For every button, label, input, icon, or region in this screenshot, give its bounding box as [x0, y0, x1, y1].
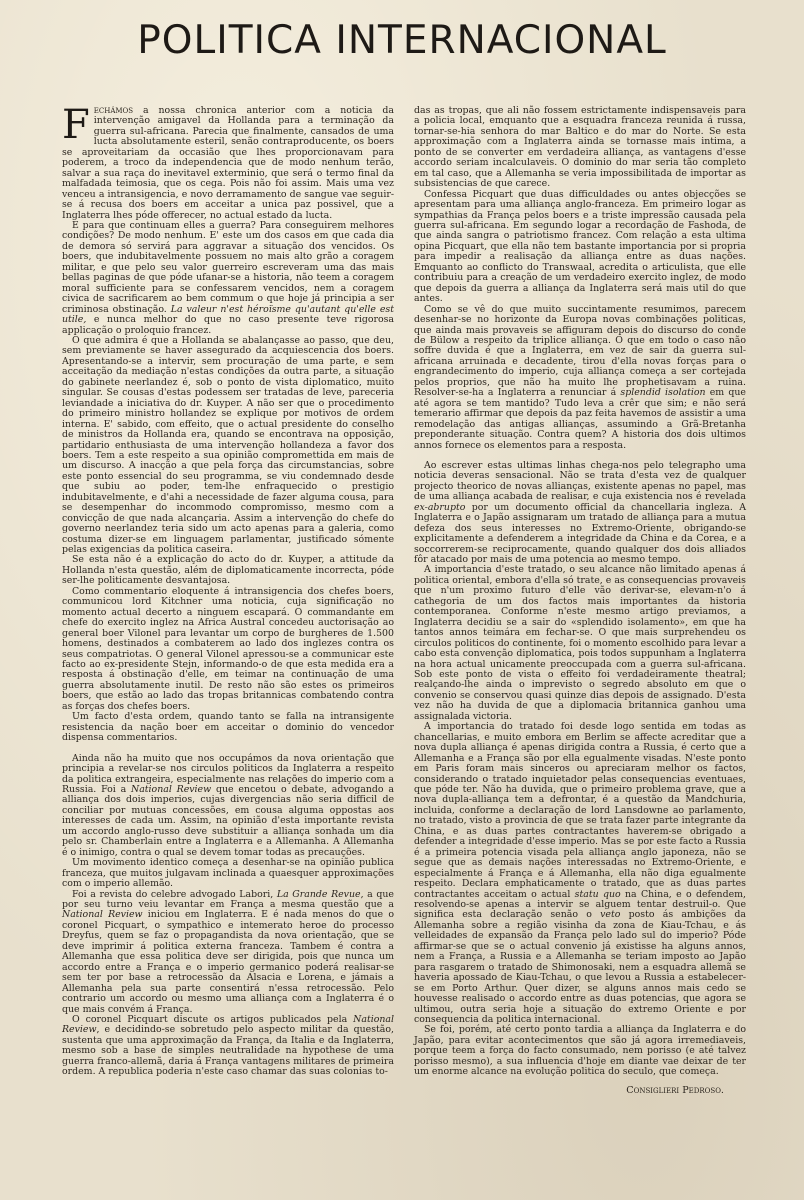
page-title: POLITICA INTERNACIONAL: [137, 18, 667, 63]
paragraph: Fechámos a nossa chronica anterior com a noticia da intervenção amigavel da Hollanda para a terminação da guerra sul-africana. Parecia que finalmente, cansados de uma lucta absolutamente esteril, senão contraproducente, os boers se aproveitariam da occasião que lhes proporcionavam para poderem, a troco da independencia que de modo nenhum terão, salvar a sua raça do inevitavel exterminio, que será o termo final da malfadada teimosia, que os cega. Pois não foi assim. Mais uma vez venceu a intransigencia, e novo derramamento de sangue vae seguir-se á recusa dos boers em acceitar a unica paz possivel, que a Inglaterra lhes póde offerecer, no actual estado da lucta.: [62, 102, 394, 221]
paragraph: O que admira é que a Hollanda se abalançasse ao passo, que deu, sem previamente se haver assegurado da acquiescencia dos boers. Apresentando-se a intervir, sem procuração de uma parte, e sem acceitação da mediação n'estas condições da outra parte, a situação do gabinete neerlandez é, sob o ponto de vista diplomatico, muito singular. Se cousas d'estas podessem ser tratadas de leve, pareceria leviandade a iniciativa do dr. Kuyper. A não ser que o procedimento do primeiro ministro hollandez se explique por motivos de ordem interna. E' sabido, com effeito, que o actual presidente do conselho de ministros da Hollanda era, quando se encontrava na opposição, partidario enthusiasta de uma intervenção hollandeza a favor dos boers. Tem a este respeito a sua opinião compromettida em mais de um discurso. A inacção a que pela força das circumstancias, sobre este ponto essencial do seu programma, se viu condemnado desde que subiu ao poder, tem-lhe enfraquecido o prestigio indubitavelmente, e d'ahi a necessidade de fazer alguma cousa, para se desempenhar do incommodo compromisso, mesmo com a convicção de que nada alcançaria. Assim a intervenção do chefe do governo neerlandez teria sido um acto apenas para a galeria, como costuma dizer-se em linguagem parlamentar, justificado sómente pelas exigencias da politica caseira.: [62, 334, 394, 556]
right-column: [414, 106, 746, 1096]
paragraph: Um facto d'esta ordem, quando tanto se falla na intransigente resistencia da nação boer em acceitar o dominio do vencedor dispensa commentarios.: [62, 711, 394, 744]
paragraph: Como commentario eloquente á intransigencia dos chefes boers, communicou lord Kitchner uma noticia, cuja significação no momento actual decerto a ninguem escapará. O commandante em chefe do exercito inglez na Africa Austral concedeu auctorisação ao general boer Vilonel para levantar um corpo de burgheres de 1.500 homens, destinados a combaterem ao lado dos inglezes contra os seus compatriotas. O general Vilonel apressou-se a communicar este facto ao ex-presidente Stejn, informando-o de que esta medida era a resposta á obstinação d'elle, em teimar na continuação de uma guerra absolutamente inutil. De resto não são estes os primeiros boers, que estão ao lado das tropas britannicas combatendo contra as forças dos chefes boers.: [62, 585, 394, 712]
author-signature: Consiglieri Pedroso.: [626, 1084, 724, 1096]
drop-cap: F: [62, 102, 90, 148]
left-column: [62, 102, 395, 1078]
paragraph: Um movimento identico começa a desenhar-se na opinião publica franceza, que muitos julgavam inclinada a quaesquer approximações com o imperio allemão.: [62, 857, 394, 890]
paragraph: Ainda não ha muito que nos occupámos da nova orientação que principia a revelar-se nos circulos politicos da Inglaterra a respeito da politica extrangeira, especialmente nas relações do imperio com a Russia. Foi a National Review que encetou o debate, advogando a alliança dos dois imperios, cujas divergencias não seria difficil de conciliar por mutuas concessões, em cousa alguma oppostas aos interesses de cada um. Assim, na opinião d'esta importante revista um accordo anglo-russo deve substituir a alliança sonhada um dia pelo sr. Chamberlain entre a Inglaterra e a Allemanha. A Allemanha é o inimigo, contra o qual se devem tomar todas as precauções.: [62, 752, 394, 858]
paragraph: Confessa Picquart que duas difficuldades ou antes objecções se apresentam para uma alliança anglo-franceza. Em primeiro logar as sympathias da França pelos boers e a triste impressão causada pela guerra sul-africana. Em segundo logar a recordação de Fashoda, de que ainda sangra o patriotismo francez. Com relação a esta ultima opina Picquart, que ella não tem bastante importancia por si propria para impedir a realisação da alliança entre as duas nações. Emquanto ao conflicto do Transwaal, acredita o articulista, que elle contribuiu para a creação de um verdadeiro exercito inglez, de modo que depois da guerra a alliança da Inglaterra será mais util do que antes.: [414, 188, 746, 305]
paragraph: E para que continuam elles a guerra? Para conseguirem melhores condições? De modo nenhum. E' este um dos casos em que cada dia de demora só servirá para aggravar a situação dos vencidos. Os boers, que indubitavelmente possuem no mais alto grão a coragem militar, e que pelo seu valor guerreiro escreveram uma das mais bellas paginas de que póde ufanar-se a historia, não teem a coragem moral sufficiente para se confessarem vencidos, nem a coragem civica de sacrificarem ao bem commum o que hoje já principia a ser criminosa obstinação. La valeur n'est héroïsme qu'autant qu'elle est utile, e nunca melhor do que no caso presente teve rigorosa applicação o proloquio francez.: [62, 219, 395, 336]
paragraph: Se esta não é a explicação do acto do dr. Kuyper, a attitude da Hollanda n'esta questão, além de diplomaticamente incorrecta, póde ser-lhe politicamente desvantajosa.: [62, 554, 394, 587]
paragraph: A importancia d'este tratado, o seu alcance não limitado apenas á politica oriental, embora d'ella só trate, e as consequencias provaveis que n'um proximo futuro d'elle vão derivar-se, elevam-n'o á cathegoria de um dos factos mais importantes da historia contemporanea. Conforme n'este mesmo artigo previamos, a Inglaterra decidiu se a sair do «splendido isolamento», em que ha tantos annos teimára em fechar-se. O que mais surprehendeu os circulos politicos do continente, foi o momento escolhido para levar a cabo esta convenção diplomatica, pois todos suppunham a Inglaterra na hora actual unicamente preoccupada com a guerra sul-africana. Sob este ponto de vista o effeito foi verdadeiramente theatral; realçando-lhe ainda o imprevisto o segredo absoluto em que o convenio se conservou quasi quinze dias depois de assignado. D'esta vez não ha duvida de que a diplomacia britannica ganhou uma assignalada victoria.: [414, 564, 746, 722]
paragraph: A importancia do tratado foi desde logo sentida em todas as chancellarias, e muito embora em Berlim se affecte acreditar que a nova dupla alliança é apenas dirigida contra a Russia, é certo que a Allemanha e a França são por ella egualmente visadas. N'este ponto em Paris foram mais sinceros ou apreciaram melhor os factos, considerando o tratado inquietador pelas consequencias eventuaes, que póde ter. Não ha duvida, que o primeiro problema grave, que a nova dupla-alliança tem a defrontar, é a questão da Mandchuria, incluida, conforme a declaração de lord Lansdowne ao parlamento, no tratado, visto a provincia de que se trata fazer parte integrante da China, e as duas partes contractantes haverem-se obrigado a defender a integridade d'esse imperio. Mas se por este facto a Russia é a primeira potencia visada pela alliança anglo japoneza, não se segue que as demais nações interessadas no Extremo-Oriente, e especialmente á França e á Allemanha, ella não diga egualmente respeito. Declara emphaticamente o tratado, que as duas partes contractantes acceitam o actual statu quo na China, e o defendem, resolvendo-se apenas a intervir se alguem tentar destruil-o. Que significa esta declaração senão o veto posto ás ambições da Allemanha sobre a região visinha da zona de Kiau-Tchau, e ás velleidades de expansão da França pelo lado sul do imperio? Póde affirmar-se que se o actual convenio já existisse ha alguns annos, nem a França, a Russia e a Allemanha se teriam imposto ao Japão para rasgarem o tratado de Shimonosaki, nem a esquadra allemã se haveria apossado de Kiau-Tchau, o que levou a Russia a estabelecer-se em Porto Arthur. Quer dizer, se alguns annos mais cedo se houvesse realisado o accordo entre as duas potencias, que agora se ultimou, outra seria hoje a situação do extremo Oriente e por consequencia da politica internacional.: [414, 721, 747, 1025]
paragraph: Se foi, porém, até certo ponto tardia a alliança da Inglaterra e do Japão, para evitar acontecimentos que são já agora irremediaveis, porque teem a força do facto consumado, nem porisso (e até talvez porisso mesmo), a sua influencia d'hoje em diante vae deixar de ter um enorme alcance na evolução politica do seculo, que começa.: [414, 1024, 746, 1078]
paragraph: das as tropas, que ali não fossem estrictamente indispensaveis para a policia local, emquanto que a esquadra franceza reunida á russa, tornar-se-hia senhora do mar Baltico e do mar do Norte. Se esta approximação com a Inglaterra ainda se tornasse mais intima, a ponto de se converter em verdadeira alliança, as vantagens d'esse accordo seriam incalculaveis. O dominio do mar seria tão completo em tal caso, que a Allemanha se veria impossibilitada de importar as subsistencias de que carece.: [414, 105, 746, 190]
paragraph: Como se vê do que muito succintamente resumimos, parecem desenhar-se no horizonte da Europa novas combinações politicas, que ainda mais provaveis se affiguram depois do discurso do conde de Bülow a respeito da triplice alliança. O que em todo o caso não soffre duvida é que a Inglaterra, em vez de sair da guerra sul-africana arruinada e decadente, tirou d'ella novas forças para o engrandecimento do imperio, cuja alliança começa a ser cortejada pelos proprios, que não ha muito lhe prophetisavam a ruina. Resolver-se-ha a Inglaterra a renunciar á splendid isolation em que até agora se tem mantido? Tudo leva a crêr que sim; e não será temerario affirmar que depois da paz feita havemos de assistir a uma remodelação das antigas allianças, assumindo a Grã-Bretanha preponderante situação. Contra quem? A historia dos dois ultimos annos fornece os elementos para a resposta.: [414, 303, 746, 451]
paragraph: Foi a revista do celebre advogado Labori, La Grande Revue, a que por seu turno veiu levantar em França a mesma questão que a National Review iniciou em Inglaterra. E é nada menos do que o coronel Picquart, o sympathico e intemerato heroe do processo Dreyfus, quem se faz o propagandista da nova orientação, que se deve imprimir á politica externa franceza. Tambem é contra a Allemanha que essa politica deve ser dirigida, pois que nunca um accordo entre a França e o imperio germanico poderá realisar-se sem ter por base a retrocessão da Alsacia e Lorena, e jámais a Allemanha pela sua parte consentirá n'essa retrocessão. Pelo contrario um accordo ou mesmo uma alliança com a Inglaterra é o que mais convém á França.: [62, 888, 394, 1015]
paragraph: Ao escrever estas ultimas linhas chega-nos pelo telegrapho uma noticia deveras sensacional. Não se trata d'esta vez de qualquer projecto theorico de novas allianças, existente apenas no papel, mas de uma alliança acabada de realisar, e cuja existencia nos é revelada ex-abrupto por um documento official da chancellaria ingleza. A Inglaterra e o Japão assignaram um tratado de alliança para a mutua defeza dos seus interesses no Extremo-Oriente, obrigando-se explicitamente a defenderem a integridade da China e da Corea, e a soccorrerem-se reciprocamente, quando qualquer dos dois alliados fôr atacado por mais de uma potencia ao mesmo tempo.: [414, 459, 746, 566]
italic-quote: La valeur n'est héroïsme qu'autant qu'elle est utile,: [62, 303, 395, 326]
paragraph: O coronel Picquart discute os artigos publicados pela National Review, e decidindo-se sobretudo pelo aspecto militar da questão, sustenta que uma approximação da França, da Italia e da Inglaterra, mesmo sob a base de simples neutralidade na hypothese de uma guerra franco-allemã, daria á França vantagens militares de primeira ordem. A republica poderia n'este caso chamar das suas colonias to-: [62, 1013, 394, 1078]
